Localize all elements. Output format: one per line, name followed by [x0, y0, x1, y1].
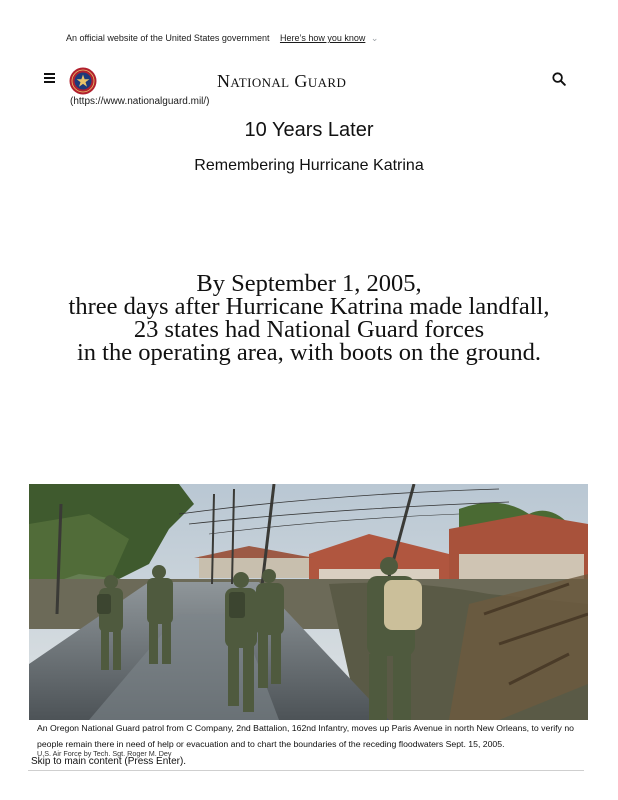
- quote-line: in the operating area, with boots on the ground.: [76, 339, 542, 366]
- site-url: (https://www.nationalguard.mil/): [70, 96, 210, 107]
- quote-line: three days after Hurricane Katrina made landfall,: [68, 293, 550, 320]
- gov-banner: [66, 33, 378, 44]
- page-title: 10 Years Later: [244, 119, 374, 141]
- guard-patrol-photo: [29, 484, 588, 720]
- katrina-quote: [0, 272, 618, 364]
- page-subtitle: Remembering Hurricane Katrina: [194, 157, 424, 174]
- photo-caption: An Oregon National Guard patrol from C Company, 2nd Battalion, 162nd Infantry, moves up Paris Avenue in north New Orleans, to verify no people remain there in need of help or evacuation and to chart the boundaries of the receding floodwaters Sept. 15, 2005.: [37, 723, 574, 749]
- quote-line: By September 1, 2005,: [196, 270, 422, 297]
- site-title[interactable]: National Guard: [217, 71, 347, 91]
- photo-credit: U.S. Air Force by Tech. Sgt. Roger M. Dey: [37, 749, 172, 758]
- national-guard-logo[interactable]: [69, 67, 97, 95]
- skip-to-main-content-link[interactable]: Skip to main content (Press Enter).: [31, 756, 187, 767]
- search-icon[interactable]: [552, 72, 566, 86]
- chevron-down-icon[interactable]: ⌄: [370, 33, 379, 43]
- quote-line: 23 states had National Guard forces: [133, 316, 485, 343]
- gov-banner-text: An official website of the United States government: [66, 33, 270, 43]
- heres-how-you-know-link[interactable]: Here’s how you know: [279, 33, 366, 43]
- divider: [28, 770, 584, 771]
- menu-icon[interactable]: [44, 73, 55, 83]
